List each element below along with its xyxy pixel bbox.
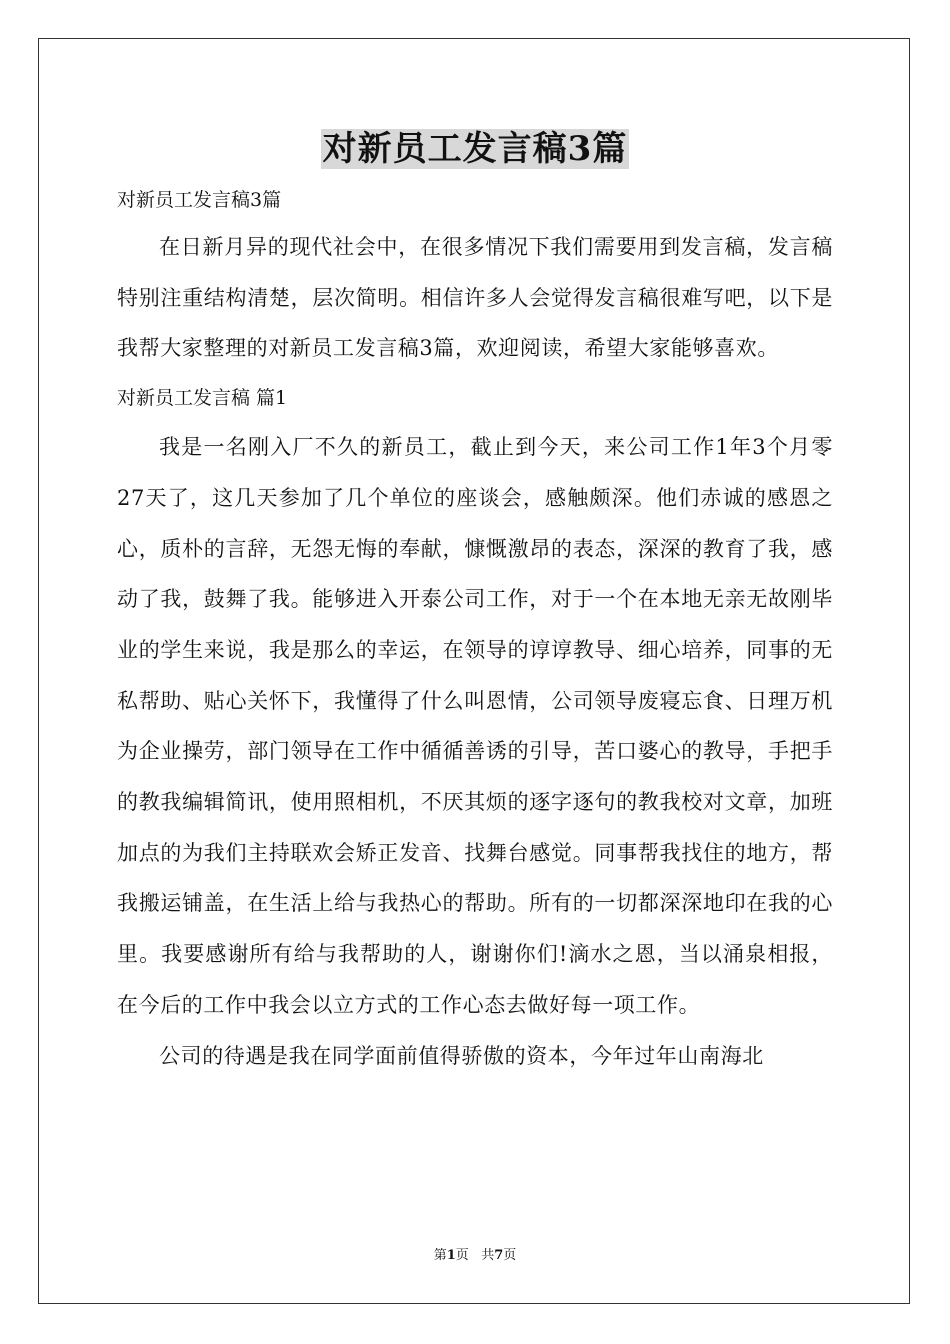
document-title-text: 对新员工发言稿3篇: [322, 129, 628, 169]
section-1-paragraph-2: 公司的待遇是我在同学面前值得骄傲的资本，今年过年山南海北: [159, 1043, 764, 1068]
total-label-prefix: 共: [481, 1248, 495, 1263]
page-label-suffix: 页: [455, 1248, 469, 1263]
section-1-paragraph-1: 我是一名刚入厂不久的新员工，截止到今天，来公司工作1年3个月零27天了，这几天参加了几个单位的座谈会，感触颇深。他们赤诚的感恩之心，质朴的言辞，无怨无悔的奉献，慷慨激昂的表态，深深的教育了我，感动了我，鼓舞了我。能够进入开泰公司工作，对于一个在本地无亲无故刚毕业的学生来说，我是那么的幸运，在领导的谆谆教导、细心培养，同事的无私帮助、贴心关怀下，我懂得了什么叫恩情，公司领导废寝忘食、日理万机为企业操劳，部门领导在工作中循循善诱的引导，苦口婆心的教导，手把手的教我编辑简讯，使用照相机，不厌其烦的逐字逐句的教我校对文章，加班加点的为我们主持联欢会矫正发音、找舞台感觉。同事帮我找住的地方，帮我搬运铺盖，在生活上给与我热心的帮助。所有的一切都深深地印在我的心里。我要感谢所有给与我帮助的人，谢谢你们!滴水之恩，当以涌泉相报，在今后的工作中我会以立方式的工作心态去做好每一项工作。: [117, 435, 833, 1017]
total-label-suffix: 页: [503, 1248, 517, 1263]
page-footer: [0, 1246, 950, 1266]
total-pages: 7: [494, 1248, 504, 1263]
document-title: [0, 124, 950, 174]
page-number: 1: [446, 1248, 456, 1263]
page-label-prefix: 第: [433, 1248, 447, 1263]
intro-paragraph: 在日新月异的现代社会中，在很多情况下我们需要用到发言稿，发言稿特别注重结构清楚，层次简明。相信许多人会觉得发言稿很难写吧，以下是我帮大家整理的对新员工发言稿3篇，欢迎阅读，希望大家能够喜欢。: [117, 235, 833, 361]
document-subtitle: 对新员工发言稿3篇: [117, 189, 282, 211]
document-body: [117, 180, 833, 1081]
section-heading-1: 对新员工发言稿 篇1: [117, 387, 288, 410]
